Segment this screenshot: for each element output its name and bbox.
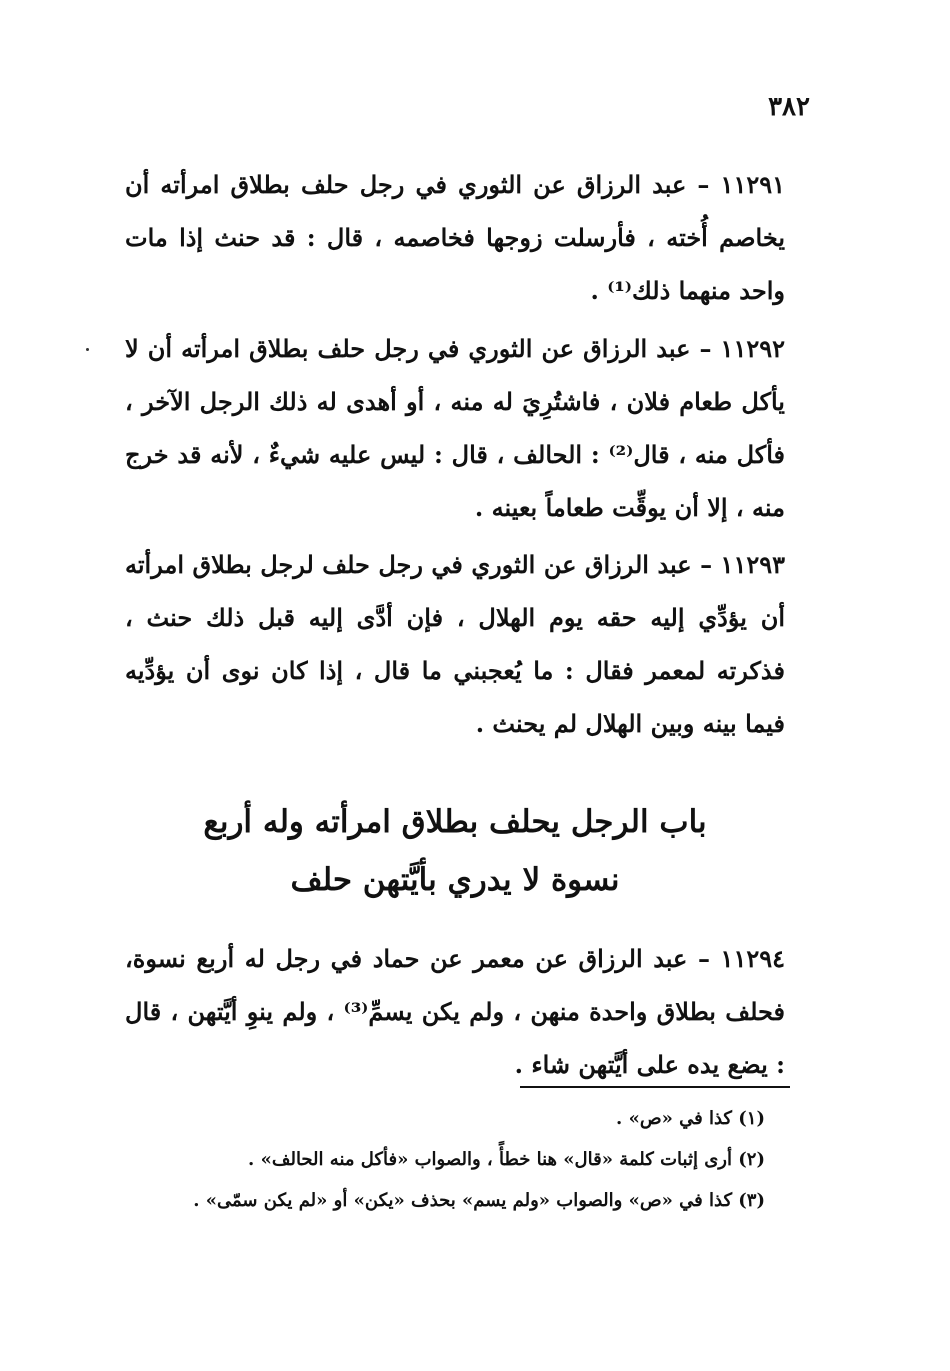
entry-text: ١١٢٩٢ – عبد الرزاق عن الثوري في رجل حلف بطلاق امرأته أن لا يأكل طعام فلان ، فاشتُرِيَ له منه ، أو أهدى له ذلك الرجل الآخر ، فأكل منه ، قال⁽²⁾ : الحالف ، قال : ليس عليه شيءٌ ، لأنه قد خرج منه ، إلا أن يوقِّت طعاماً بعينه . bbox=[125, 334, 785, 522]
scan-speck bbox=[86, 348, 89, 351]
footnote-2: (٢) أرى إثبات كلمة «قال» هنا خطأً ، والصواب «فأكل منه الحالف» . bbox=[248, 1149, 765, 1170]
entry-text: ١١٢٩١ – عبد الرزاق عن الثوري في رجل حلف بطلاق امرأته أن يخاصم أُخته ، فأرسلت زوجها فخاصمه ، قال : قد حنث إذا مات واحد منهما ذلك⁽¹⁾ . bbox=[125, 170, 785, 305]
footnote-1: (١) كذا في «ص» . bbox=[616, 1108, 765, 1129]
footnote-divider bbox=[520, 1086, 790, 1088]
chapter-heading-line-2: نسوة لا يدري بأيَّتهن حلف bbox=[290, 862, 620, 898]
hadith-entry-11291 bbox=[125, 158, 785, 317]
footnotes bbox=[125, 1098, 765, 1221]
footnote-3: (٣) كذا في «ص» والصواب «ولم يسم» بحذف «يكن» أو «لم يكن سمّى» . bbox=[193, 1190, 765, 1211]
entry-text: ١١٢٩٣ – عبد الرزاق عن الثوري في رجل حلف لرجل بطلاق امرأته أن يؤدِّي إليه حقه يوم الهلال ، فإن أدَّى إليه قبل ذلك حنث ، فذكرته لمعمر فقال : ما يُعجبني ما قال ، إذا كان نوى أن يؤدِّيه فيما بينه وبين الهلال لم يحنث . bbox=[125, 550, 785, 738]
entry-text: ١١٢٩٤ – عبد الرزاق عن معمر عن حماد في رجل له أربع نسوة، فحلف بطلاق واحدة منهن ، ولم يكن يسمِّ⁽³⁾ ، ولم ينوِ أيَّتهن ، قال : يضع يده على أيَّتهن شاء . bbox=[125, 944, 786, 1079]
chapter-heading bbox=[125, 793, 785, 909]
chapter-heading-line-1: باب الرجل يحلف بطلاق امرأته وله أربع bbox=[203, 804, 707, 840]
page-number: ٣٨٢ bbox=[768, 92, 810, 122]
hadith-entry-11293 bbox=[125, 538, 785, 750]
hadith-entry-11292 bbox=[125, 322, 785, 534]
hadith-entry-11294 bbox=[125, 932, 785, 1091]
